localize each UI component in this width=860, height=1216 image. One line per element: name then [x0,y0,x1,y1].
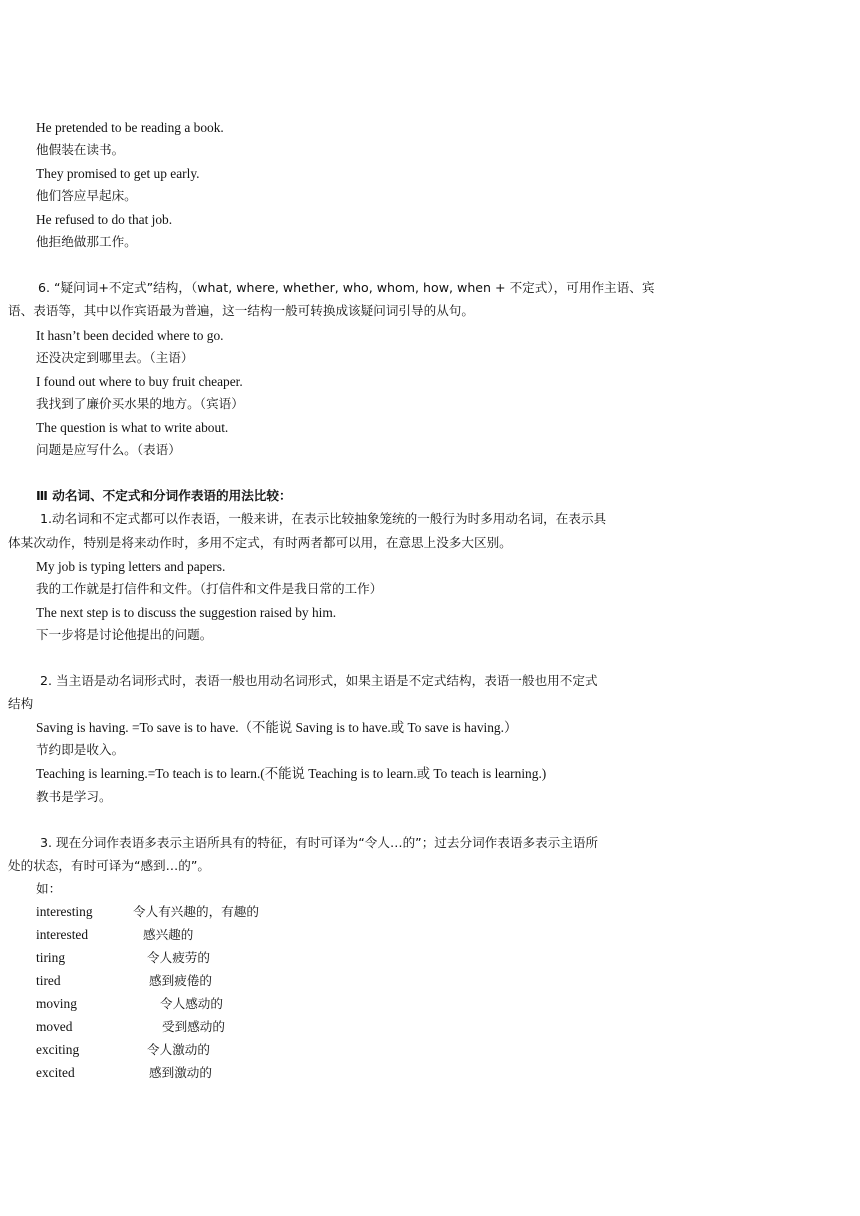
vocab-word: moving [36,996,77,1011]
paragraph-line: 语、表语等，其中以作宾语最为普遍，这一结构一般可转换成该疑问词引导的从句。 [8,303,474,318]
example-en: My job is typing letters and papers. [36,559,226,574]
vocab-word: tiring [36,950,66,965]
section-heading: Ⅲ 动名词、不定式和分词作表语的用法比较： [36,488,292,503]
example-en: Teaching is learning.=To teach is to learn.(不能说 Teaching is to learn.或 To teach is learning.) [36,766,547,781]
vocab-word: excited [36,1065,75,1080]
vocab-meaning: 令人感动的 [160,996,223,1011]
vocab-meaning: 令人激动的 [147,1042,210,1057]
paragraph-line: 3. 现在分词作表语多表示主语所具有的特征，有时可译为“令人…的”；过去分词作表语多表示主语所 [40,835,599,850]
vocab-meaning: 受到感动的 [162,1019,225,1034]
example-en: The question is what to write about. [36,420,229,435]
vocab-meaning: 感到激动的 [149,1065,212,1080]
example-cn: 我的工作就是打信件和文件。（打信件和文件是我日常的工作） [36,581,383,596]
paragraph-line: 1.动名词和不定式都可以作表语，一般来讲，在表示比较抽象笼统的一般行为时多用动名词，在表示具 [40,511,607,526]
vocab-meaning: 感到疲倦的 [149,973,212,988]
example-cn: 他们答应早起床。 [36,188,137,203]
example-en: The next step is to discuss the suggestion raised by him. [36,605,337,620]
paragraph-line: 结构 [8,696,34,711]
example-en: It hasn’t been decided where to go. [36,328,224,343]
example-cn: 节约即是收入。 [36,742,125,757]
example-cn: 还没决定到哪里去。（主语） [36,350,194,365]
example-en: He pretended to be reading a book. [36,120,224,135]
vocab-word: interested [36,927,89,942]
example-cn: 他假装在读书。 [36,142,125,157]
paragraph-line: 2. 当主语是动名词形式时，表语一般也用动名词形式，如果主语是不定式结构，表语一般也用不定式 [40,673,598,688]
paragraph-line: 体某次动作，特别是将来动作时，多用不定式，有时两者都可以用，在意思上没多大区别。 [8,535,512,550]
vocab-meaning: 令人疲劳的 [147,950,210,965]
example-en: They promised to get up early. [36,166,200,181]
vocab-word: interesting [36,904,93,919]
example-en: Saving is having. =To save is to have.（不能说 Saving is to have.或 To save is having.） [36,720,518,735]
vocab-word: tired [36,973,61,988]
vocab-word: exciting [36,1042,80,1057]
example-cn: 他拒绝做那工作。 [36,234,137,249]
example-cn: 问题是应写什么。（表语） [36,442,181,457]
vocab-meaning: 令人有兴趣的，有趣的 [133,904,259,919]
example-cn: 下一步将是讨论他提出的问题。 [36,627,213,642]
vocab-meaning: 感兴趣的 [143,927,194,942]
example-intro: 如： [36,881,62,896]
example-cn: 教书是学习。 [36,789,112,804]
example-en: I found out where to buy fruit cheaper. [36,374,243,389]
paragraph-line: 6. “疑问词+不定式”结构，（what, where, whether, who, whom, how, when + 不定式），可用作主语、宾 [38,280,655,295]
paragraph-line: 处的状态，有时可译为“感到…的”。 [8,858,210,873]
vocab-word: moved [36,1019,73,1034]
example-en: He refused to do that job. [36,212,173,227]
example-cn: 我找到了廉价买水果的地方。（宾语） [36,396,244,411]
